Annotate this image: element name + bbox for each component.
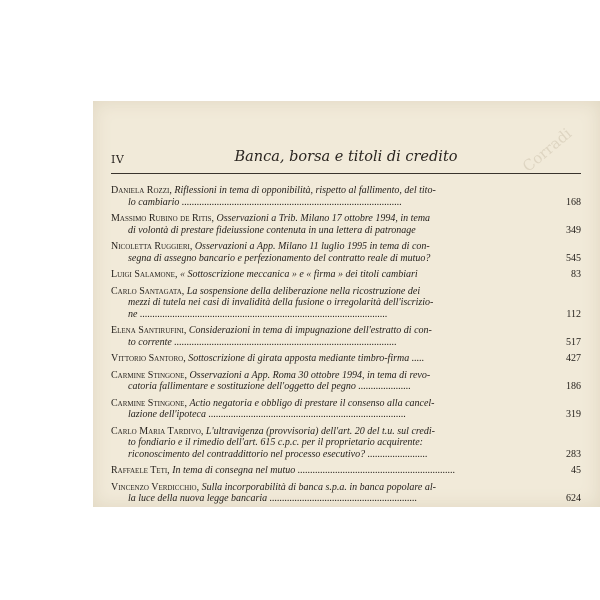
entry-first-line [111,353,506,365]
entry-first-line [111,185,506,197]
index-entry [111,185,581,208]
entry-page-number: 624 [566,493,581,504]
entry-first-line [111,325,506,337]
index-entry [111,269,581,281]
entry-author: Raffaele Teti, [111,465,170,476]
entry-author: Vincenzo Verdicchio, [111,481,200,493]
entry-title-text: di volontà di prestare fideiussione contenuta in una lettera di patronage [128,224,416,236]
index-entry [111,241,581,264]
entry-page-number: 112 [566,308,581,320]
entry-page-number: 517 [566,336,581,348]
entry-page-number: 427 [566,353,581,364]
entry-continuation-line [111,493,506,505]
entry-first-line [111,398,506,410]
entry-title-text: lo cambiario ........................................................................................ [128,196,402,208]
entry-author: Carmine Stingone, [111,397,187,409]
entry-page-number: 168 [566,196,581,208]
index-entry [111,286,581,321]
entry-title-text: to fondiario e il rimedio dell'art. 615 c.p.c. per il proprietario acquirente: [128,437,423,448]
index-entry [111,465,581,477]
page-number: IV [111,153,125,166]
entry-title-text: Sottoscrizione di girata apposta mediante timbro-firma ..... [188,353,425,364]
entry-title-text: ne ................................................................................................... [128,308,388,320]
entry-title-text: Considerazioni in tema di impugnazione dell'estratto di con- [188,325,432,336]
entry-author: Elena Santirufini, [111,325,187,336]
entry-title-text: mezzi di tutela nei casi di invalidità della fusione o irregolarità dell'iscrizio- [128,297,434,308]
page-header [111,149,581,171]
index-entry [111,370,581,393]
index-entry [111,482,581,505]
entry-page-number: 319 [566,409,581,420]
entry-title-text: « Sottoscrizione meccanica » e « firma » dei titoli cambiari [179,269,418,280]
entry-title-text: segna di assegno bancario e perfezionamento del contratto reale di mutuo? [128,252,431,264]
entry-title-text: In tema di consegna nel mutuo ............................................................... [172,465,456,476]
entry-title-text: to corrente ......................................................................................... [128,336,397,348]
entry-continuation-line [111,409,506,421]
entry-title-text: Actio negatoria e obbligo di prestare il consenso alla cancel- [189,397,435,409]
entry-title-text: Osservazioni a App. Milano 11 luglio 1995 in tema di con- [194,241,430,252]
entry-title-text: La sospensione della deliberazione nella ricostruzione dei [186,285,421,297]
entry-title-text: riconoscimento del contraddittorio nel processo esecutivo? ........................ [128,448,428,460]
book-page [93,101,600,507]
entry-page-number: 545 [566,252,581,264]
entry-page-number: 45 [571,465,581,476]
entry-continuation-line [111,449,506,461]
entry-first-line [111,286,506,298]
entry-continuation-line [111,337,506,349]
entry-first-line [111,213,506,225]
entry-page-number: 83 [571,269,581,280]
entry-first-line [111,482,506,494]
entry-page-number: 283 [566,448,581,460]
entry-title-text: la luce della nuova legge bancaria ........................................................... [128,493,418,504]
entry-author: Carmine Stingone, [111,369,187,381]
entry-page-number: 186 [566,381,581,392]
entry-author: Daniela Rozzi, [111,185,172,196]
entry-title-text: Riflessioni in tema di opponibilità, rispetto al fallimento, del tito- [174,185,436,196]
entry-continuation-line [111,381,506,393]
entry-author: Carlo Santagata, [111,285,185,297]
entry-continuation-line [111,253,506,265]
header-rule [111,173,581,174]
entry-title-text: lazione dell'ipoteca ............................................................................... [128,409,406,420]
entry-author: Massimo Rubino de Ritis, [111,213,215,224]
entry-first-line [111,370,506,382]
index-entry [111,353,581,365]
entry-continuation-line [111,225,506,237]
index-entry [111,426,581,461]
entry-continuation-line [111,437,506,449]
entry-first-line [111,269,506,281]
index-entry [111,398,581,421]
entry-continuation-line [111,197,506,209]
entry-first-line [111,465,506,477]
entry-author: Nicoletta Ruggieri, [111,241,193,252]
entry-first-line [111,426,506,438]
entry-author: Luigi Salamone, [111,269,178,280]
entry-title-text: Osservazioni a App. Roma 30 ottobre 1994, in tema di revo- [189,369,431,381]
entry-author: Carlo Maria Tardivo, [111,425,204,437]
entry-author: Vittorio Santoro, [111,353,186,364]
entry-title-text: L'ultravigenza (provvisoria) dell'art. 20 del t.u. sul credi- [205,425,435,437]
entry-page-number: 349 [566,224,581,236]
entry-continuation-line [111,309,506,321]
entry-continuation-line [111,297,506,309]
index-entry [111,325,581,348]
entry-title-text: Sulla incorporabilità di banca s.p.a. in banca popolare al- [201,481,436,493]
running-title: Banca, borsa e titoli di credito [234,149,458,165]
entry-title-text: Osservazioni a Trib. Milano 17 ottobre 1994, in tema [216,213,431,224]
index-entries [111,185,581,507]
index-entry [111,213,581,236]
entry-first-line [111,241,506,253]
watermark: Corradi [519,124,576,176]
entry-title-text: catoria fallimentare e sostituzione dell'oggetto del pegno ..................... [128,381,411,392]
